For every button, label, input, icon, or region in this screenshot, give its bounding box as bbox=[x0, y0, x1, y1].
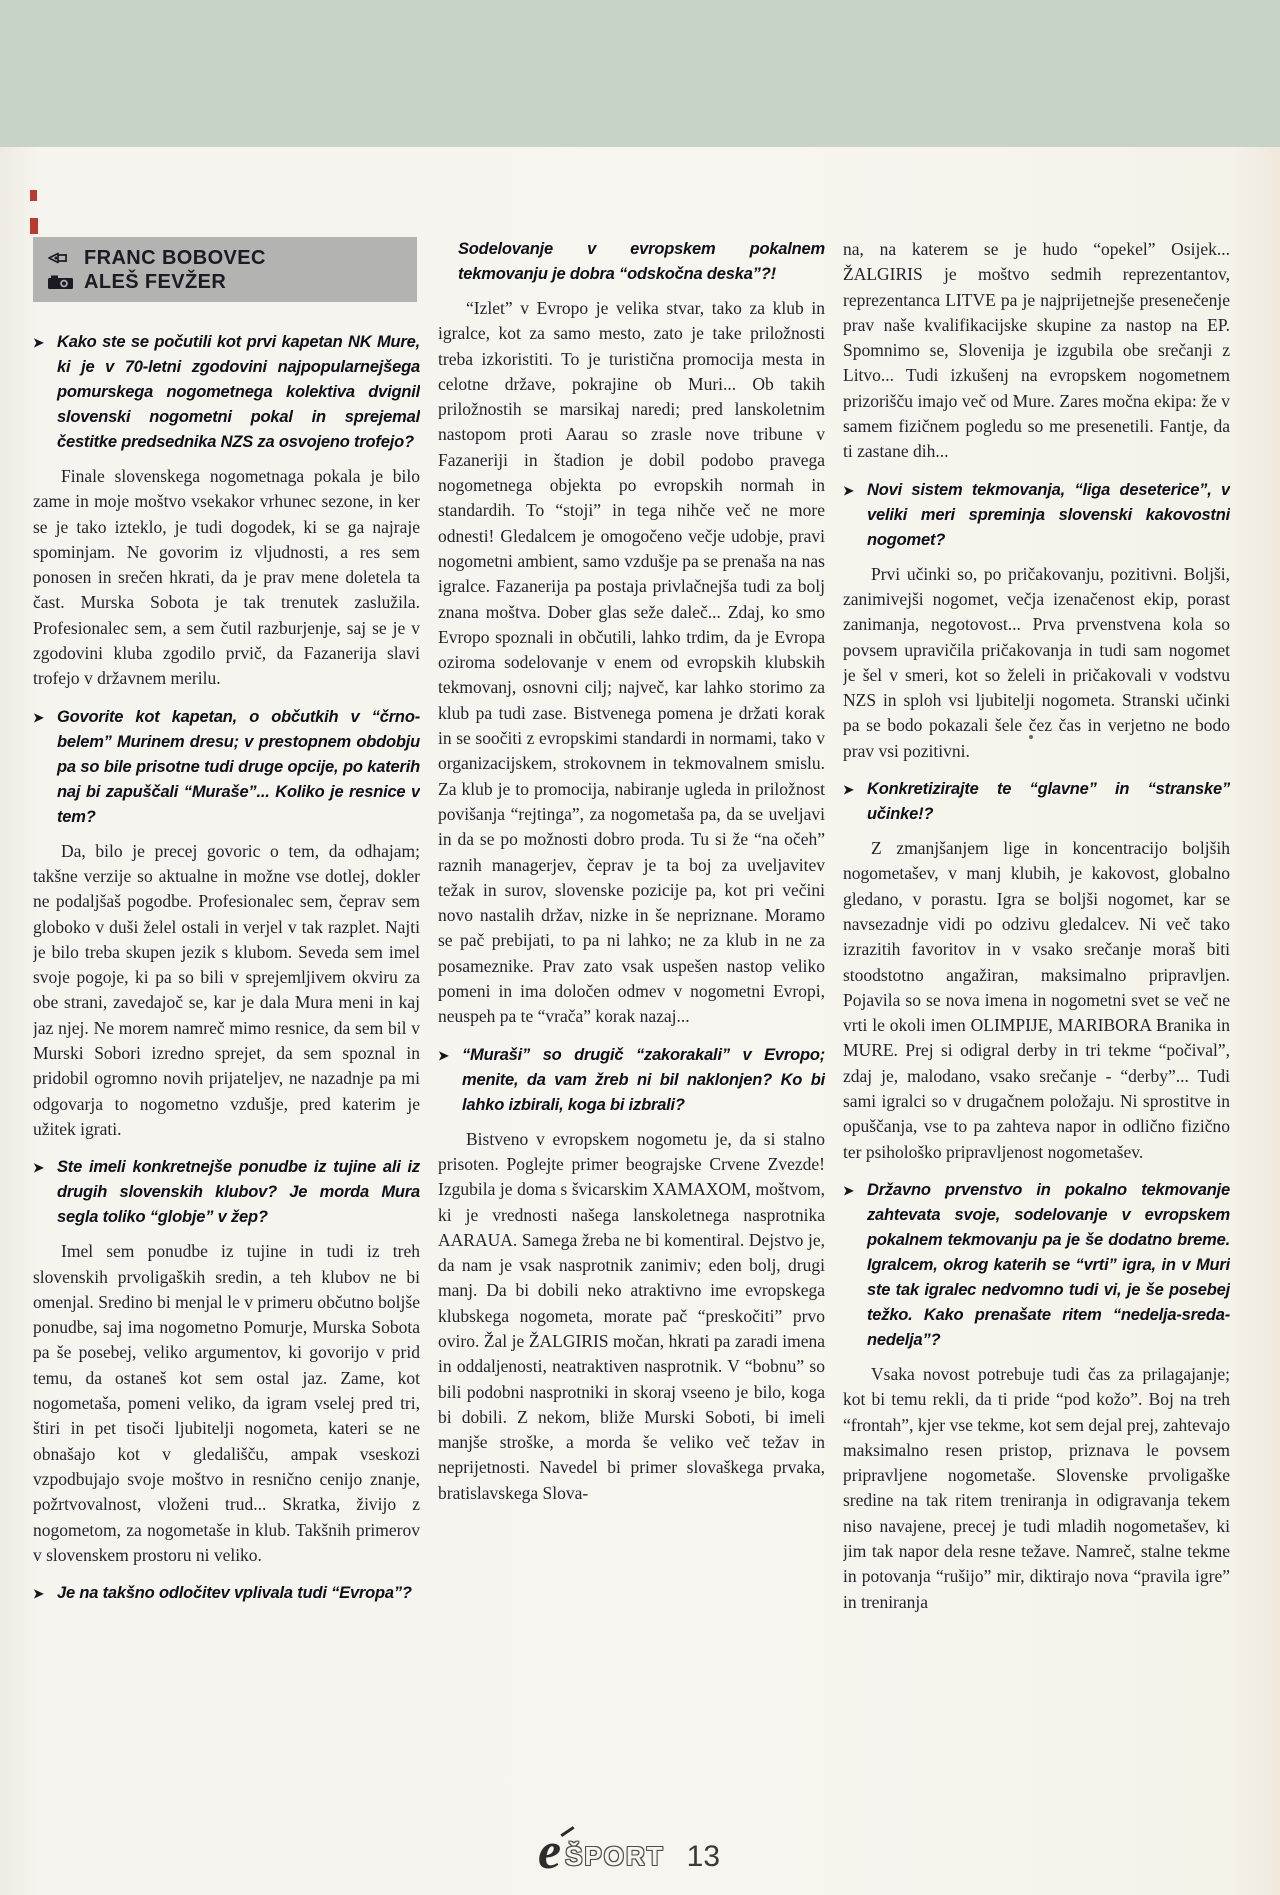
question-text: Konkretizirajte te “glavne” in “stranske” učinke!? bbox=[867, 780, 1230, 824]
question-text: Novi sistem tekmovanja, “liga deseterice”, v veliki meri spreminja slovenski kakovostni nogomet? bbox=[867, 480, 1230, 549]
question-text: “Muraši” so drugič “zakorakali” v Evropo; menite, da vam žreb ni bil naklonjen? Ko bi lahko izbirali, koga bi izbrali? bbox=[462, 1045, 825, 1114]
logo-accent-stroke bbox=[560, 1826, 574, 1837]
question-text: Ste imeli konkretnejše ponudbe iz tujine ali iz drugih slovenskih klubov? Je morda Mura segla toliko “globje” v žep? bbox=[57, 1158, 420, 1227]
question-arrow-icon: ➤ bbox=[843, 1182, 854, 1198]
question-arrow-icon: ➤ bbox=[33, 1586, 44, 1602]
question-text: Kako ste se počutili kot prvi kapetan NK Mure, ki je v 70-letni zgodovini najpopularnejšega pomurskega nogometnega kolektiva dvignil slovenski nogometni pokal in sprejemal čestitke predsednika NZS za osvojeno trofejo? bbox=[57, 333, 420, 451]
interview-question bbox=[438, 1043, 825, 1118]
question-text: Govorite kot kapetan, o občutkih v “črno-belem” Murinem dresu; v prestopnem obdobju pa so bile prisotne tudi druge opcije, po katerih naj bi zapuščali “Muraše”... Koliko je resnice v tem? bbox=[57, 707, 420, 826]
interview-question bbox=[33, 330, 420, 455]
interview-answer: Vsaka novost potrebuje tudi čas za prilagajanje; kot bi temu rekli, da ti pride “pod kožo”. Boj na treh “frontah”, kjer vse tekme, kot sem dejal prej, zahtevajo maksimalno resen pristop, priznava le povsem pripravljene nogometaše. Slovenske prvoligaške sredine na tak ritem treniranja in odigravanja tekem niso navajene, precej je tudi mladih nogometašev, ki jim tak napor dela resne težave. Namreč, stalne tekme in potovanja “rušijo” mir, diktirajo nova “pravila igre” in treniranja bbox=[843, 1363, 1230, 1612]
pen-icon bbox=[47, 251, 74, 265]
article-columns bbox=[33, 237, 1230, 1827]
interview-question bbox=[33, 1581, 420, 1606]
camera-icon bbox=[47, 274, 74, 290]
logo-sport-text: ŠPORT bbox=[565, 1841, 665, 1871]
question-arrow-icon: ➤ bbox=[843, 482, 854, 498]
question-arrow-icon: ➤ bbox=[843, 782, 854, 798]
interview-question bbox=[843, 478, 1230, 553]
author-name: FRANC BOBOVEC bbox=[84, 247, 266, 269]
interview-answer: Prvi učinki so, po pričakovanju, pozitivni. Boljši, zanimivejši nogomet, večja izenačenost ekip, porast zanimanja, negotovost... Prva prvenstvena kola so povsem upravičila pričakovanja in tudi sam nogomet je šel v smeri, kot so želeli in pričakovali v vodstvu NZS in sploh vsi ljubitelji nogometa. Stranski učinki pa se bodo pokazali šele čez čas in verjetno ne bodo prav vsi pozitivni. bbox=[843, 563, 1230, 761]
interview-question bbox=[843, 1178, 1230, 1353]
interview-answer: Da, bilo je precej govoric o tem, da odhajam; takšne verzije so aktualne in možne vse dotlej, dokler ne podaljšaš pogodbe. Profesionalec sem, čeprav sem globoko v duši želel ostali in verjel v tak razplet. Najti je bilo treba skupen jezik s klubom. Seveda sem imel svoje pogoje, ki pa so bili v sprejemljivem okviru za obe strani, zavedajoč se, kar je dala Mura meni in kaj jaz njej. Ne morem namreč mimo resnice, da sem bil v Murski Sobori izredno sprejet, da sem spoznal in pridobil ogromno novih prijateljev, ne nazadnje pa mi odgovarja to nogometno vzdušje, pred katerim je užitek igrati. bbox=[33, 840, 420, 1139]
column-3 bbox=[843, 237, 1230, 1827]
sport-logo bbox=[538, 1823, 562, 1880]
question-text: Je na takšno odločitev vplivala tudi “Evropa”? bbox=[57, 1584, 412, 1603]
author-row bbox=[47, 246, 405, 270]
page-number: 13 bbox=[686, 1840, 721, 1873]
photographer-row bbox=[47, 270, 405, 294]
byline-box bbox=[33, 237, 417, 302]
interview-question bbox=[33, 705, 420, 830]
top-color-band bbox=[0, 0, 1280, 147]
logo-script-e: e bbox=[538, 1823, 562, 1880]
question-arrow-icon: ➤ bbox=[33, 709, 44, 725]
question-arrow-icon: ➤ bbox=[33, 335, 44, 350]
question-arrow-icon: ➤ bbox=[438, 1047, 449, 1063]
print-registration-mark bbox=[30, 190, 37, 201]
interview-answer: na, na katerem se je hudo “opekel” Osijek... ŽALGIRIS je moštvo sedmih reprezentantov, reprezentanca LITVE pa je najprijetnejše presenečenje prav naše kvalifikacijske skupine za nastop na EP. Spomnimo se, Slovenija je izgubila obe srečanji z Litvo... Tudi izkušenj na evropskem nogometnem prizorišču imajo več od Mure. Zares močna ekipa: že v samem fizičnem pogledu so me presenetili. Fantje, da ti zastane dih... bbox=[843, 239, 1230, 462]
interview-answer: Z zmanjšanjem lige in koncentracijo boljših nogometašev, v manj klubih, je kakovost, globalno gledano, v porastu. Igra se boljši nogomet, kar se navsezadnje vidi po odzivu gledalcev. Ni več tako izrazitih favoritov in v vsako srečanje moraš biti stoodstotno angažiran, maksimalno pripravljen. Pojavila so se nova imena in nogometni svet se več ne vrti le okoli imen OLIMPIJE, MARIBORA Branika in MURE. Prej si odigral derby in tri tekme “počival”, zdaj je, malodano, vsako srečanje - “derby”... Tudi sami igralci so v drugačnem položaju. Ni sprostitve in opuščanja, vse to pa zahteva napor in odlično fizično ter psihološko pripravljenost nogometašev. bbox=[843, 838, 1230, 1162]
interview-question bbox=[33, 1155, 420, 1230]
interview-question bbox=[843, 777, 1230, 827]
photographer-name: ALEŠ FEVŽER bbox=[84, 271, 227, 293]
interview-answer: “Izlet” v Evropo je velika stvar, tako za klub in igralce, kot za samo mesto, zato je take priložnosti treba izkoristiti. To je turistična promocija mesta in celotne države, pokrajine ob Muri... Ob takih priložnostih se marsikaj naredi; pred lanskoletnim nastopom proti Aarau so zrasle nove tribune v Fazaneriji in štadion je dobil podobo pravega nogometnega objekta po evropskih normah in standardih. To “stoji” in tega nihče več ne more odnesti! Gledalcem je omogočeno večje udobje, pravi nogometni ambient, samo vzdušje pa se prenaša na nas igralce. Fazanerija pa postaja privlačnejša tudi za bolj znana moštva. Dober glas seže daleč... Zdaj, ko smo Evropo spoznali in občutili, lahko trdim, da je Evropa oziroma sodelovanje v enem od evropskih klubskih tekmovanj, osnovni cilj; največ, kar lahko storimo za klub pa tudi zase. Bistvenega pomena je držati korak in se soočiti z evropskimi standardi in normami, tako v organizacijskem, strokovnem in tekmovalnem smislu. Za klub je to promocija, nabiranje ugleda in priložnost povišanja “rejtinga”, za nogometaša pa, da se uveljavi in da se po možnosti dobro proda. Tu si že “na očeh” raznih managerjev, čeprav je ta boj za uveljavitev težak in surov, slovenske pozicije pa, kot pri večini novo nastalih držav, nizke in še nepriznane. Moramo se pač prebijati, to pa ni lahko; ne za klub in ne za posameznike. Prav zato vsak uspešen nastop veliko pomeni in ima določen odmev v nogometni Evropi, neuspeh pa te “vrača” korak nazaj... bbox=[438, 298, 825, 1027]
interview-answer: Bistveno v evropskem nogometu je, da si stalno prisoten. Poglejte primer beograjske Crvene Zvezde! Izgubila je doma s švicarskim XAMAXOM, moštvom, ki je vrednosti našega lanskoletnega nasprotnika AARAUA. Samega žreba ne bi komentiral. Dejstvo je, da nam je vsak nasprotnik zanimiv; eden bolj, drugi manj. Da bi dobili neko atraktivno ime evropskega klubskega nogometa, morate pač “preskočiti” prvo oviro. Žal je ŽALGIRIS močan, hkrati pa zaradi imena in oddaljenosti, neatraktiven nasprotnik. V “bobnu” so bili podobni nasprotniki in skoraj vseeno je bilo, koga bi dobili. Z nekom, bliže Murski Soboti, bi imeli manjše stroške, a morda še veliko več težav in neprijetnosti. Navedel bi primer slovaškega prvaka, bratislavskega Slova- bbox=[438, 1128, 825, 1503]
page-footer bbox=[538, 1823, 721, 1880]
section-subheading: Sodelovanje v evropskem pokalnem tekmovanju je dobra “odskočna deska”?! bbox=[458, 240, 825, 283]
question-arrow-icon: ➤ bbox=[33, 1160, 44, 1176]
print-registration-mark bbox=[30, 218, 38, 234]
interview-answer: Finale slovenskega nogometnaga pokala je bilo zame in moje moštvo vsekakor vrhunec sezone, in ker se je tako izteklo, je tudi dogodek, ki se ga najraje spominjam. Ne govorim iz vljudnosti, a res sem ponosen in srečen hkrati, da je prav mene doletela ta čast. Murska Sobota je tak trenutek zaslužila. Profesionalec sem, a sem čutil razburjenje, saj se je v zgodovini kluba zgodilo prvič, da Fazanerija slavi trofejo v državnem merilu. bbox=[33, 466, 420, 689]
question-text: Državno prvenstvo in pokalno tekmovanje zahtevata svoje, sodelovanje v evropskem pokalnem tekmovanju pa je še dodatno breme. Igralcem, okrog katerih se “vrti” igra, in v Muri ste tak igralec nedvomno tudi vi, je še posebej težko. Kako prenašate ritem “nedelja-sreda-nedelja”? bbox=[867, 1180, 1230, 1349]
interview-answer: Imel sem ponudbe iz tujine in tudi iz treh slovenskih prvoligaških sredin, a teh klubov ne bi omenjal. Sredino bi menjal le v primeru občutno boljše ponudbe, saj ima nogometno Pomurje, Murska Sobota pa še posebej, veliko argumentov, ki govorijo v prid temu, da ostaneš kot sem ostal jaz. Zame, kot nogometaša, pomeni veliko, da igram vselej pred tri, štiri in pet tisoči ljubitelji nogometa, kateri se ne obnašajo kot v gledališču, ampak vseskozi vzpodbujajo svoje moštvo in resnično cenijo znanje, požrtvovalnost, vloženi trud... Skratka, živijo z nogometom, za nogometaše in klub. Takšnih primerov v slovenskem prostoru ni veliko. bbox=[33, 1241, 420, 1565]
column-1 bbox=[33, 237, 420, 1827]
column-2 bbox=[438, 237, 825, 1827]
